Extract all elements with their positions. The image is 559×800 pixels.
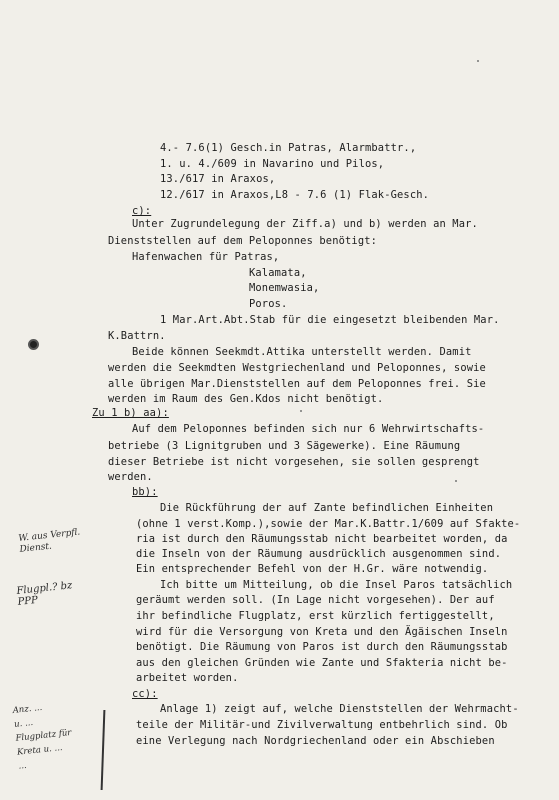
text-line: arbeitet worden. xyxy=(136,672,239,684)
text-line: ria ist durch den Räumungsstab nicht bearbeitet worden, da xyxy=(136,533,508,545)
text-line: 13./617 in Araxos, xyxy=(160,173,276,185)
text-line: 4.- 7.6(1) Gesch.in Patras, Alarmbattr., xyxy=(160,142,417,154)
text-line: Unter Zugrundelegung der Ziff.a) und b) werden an Mar. xyxy=(132,218,478,230)
text-line: Ich bitte um Mitteilung, ob die Insel Paros tatsächlich xyxy=(160,579,513,591)
text-line: benötigt. Die Räumung von Paros ist durch den Räumungsstab xyxy=(136,641,508,653)
text-line: Die Rückführung der auf Zante befindlichen Einheiten xyxy=(160,502,494,514)
text-line: Monemwasia, xyxy=(249,282,320,294)
text-line: betriebe (3 Lignitgruben und 3 Sägewerke). Eine Räumung xyxy=(108,440,461,452)
text-line: die Inseln von der Räumung ausdrücklich ausgenommen sind. xyxy=(136,548,502,560)
section-label-c: c): xyxy=(132,205,152,217)
text-line: Anlage 1) zeigt auf, welche Dienststellen der Wehrmacht- xyxy=(160,703,519,715)
paper-speck xyxy=(300,410,302,412)
text-line: geräumt werden soll. (In Lage nicht vorgesehen). Der auf xyxy=(136,594,495,606)
text-line: alle übrigen Mar.Dienststellen auf dem Peloponnes frei. Sie xyxy=(108,378,486,390)
text-line: Poros. xyxy=(249,298,288,310)
handwritten-note-1: W. aus Verpfl. Dienst. xyxy=(18,527,81,555)
text-line: Hafenwachen für Patras, xyxy=(132,251,280,263)
text-line: wird für die Versorgung von Kreta und den Ägäischen Inseln xyxy=(136,626,508,638)
section-label-bb: bb): xyxy=(132,486,158,498)
margin-vertical-line xyxy=(101,710,106,790)
text-line: aus den gleichen Gründen wie Zante und Sfakteria nicht be- xyxy=(136,657,508,669)
text-line: Beide können Seekmdt.Attika unterstellt werden. Damit xyxy=(132,346,472,358)
text-line: 1. u. 4./609 in Navarino und Pilos, xyxy=(160,158,385,170)
section-label-cc: cc): xyxy=(132,688,158,700)
text-line: werden im Raum des Gen.Kdos nicht benötigt. xyxy=(108,393,384,405)
handwritten-note-2: Flugpl.? bz PPP xyxy=(16,580,73,608)
handwritten-note-3: Anz. ... u. ... Flugplatz für Kreta u. ... ... xyxy=(12,702,72,772)
punch-hole-mark xyxy=(28,339,39,350)
text-line: Auf dem Peloponnes befinden sich nur 6 Wehrwirtschafts- xyxy=(132,423,485,435)
paper-speck xyxy=(477,60,479,62)
paper-speck xyxy=(455,480,457,482)
text-line: (ohne 1 verst.Komp.),sowie der Mar.K.Battr.1/609 auf Sfakte- xyxy=(136,518,521,530)
section-label-1b-aa: Zu 1 b) aa): xyxy=(92,407,169,419)
text-line: eine Verlegung nach Nordgriechenland oder ein Abschieben xyxy=(136,735,495,747)
text-line: K.Battrn. xyxy=(108,330,166,342)
text-line: werden die Seekmdten Westgriechenland und Peloponnes, sowie xyxy=(108,362,486,374)
text-line: 12./617 in Araxos,L8 - 7.6 (1) Flak-Gesch. xyxy=(160,189,430,201)
text-line: ihr befindliche Flugplatz, erst kürzlich fertiggestellt, xyxy=(136,610,495,622)
text-line: 1 Mar.Art.Abt.Stab für die eingesetzt bleibenden Mar. xyxy=(160,314,500,326)
text-line: werden. xyxy=(108,471,153,483)
text-line: teile der Militär-und Zivilverwaltung entbehrlich sind. Ob xyxy=(136,719,508,731)
text-line: Ein entsprechender Befehl von der H.Gr. wäre notwendig. xyxy=(136,563,489,575)
text-line: Kalamata, xyxy=(249,267,307,279)
text-line: Dienststellen auf dem Peloponnes benötigt: xyxy=(108,235,378,247)
text-line: dieser Betriebe ist nicht vorgesehen, sie sollen gesprengt xyxy=(108,456,480,468)
